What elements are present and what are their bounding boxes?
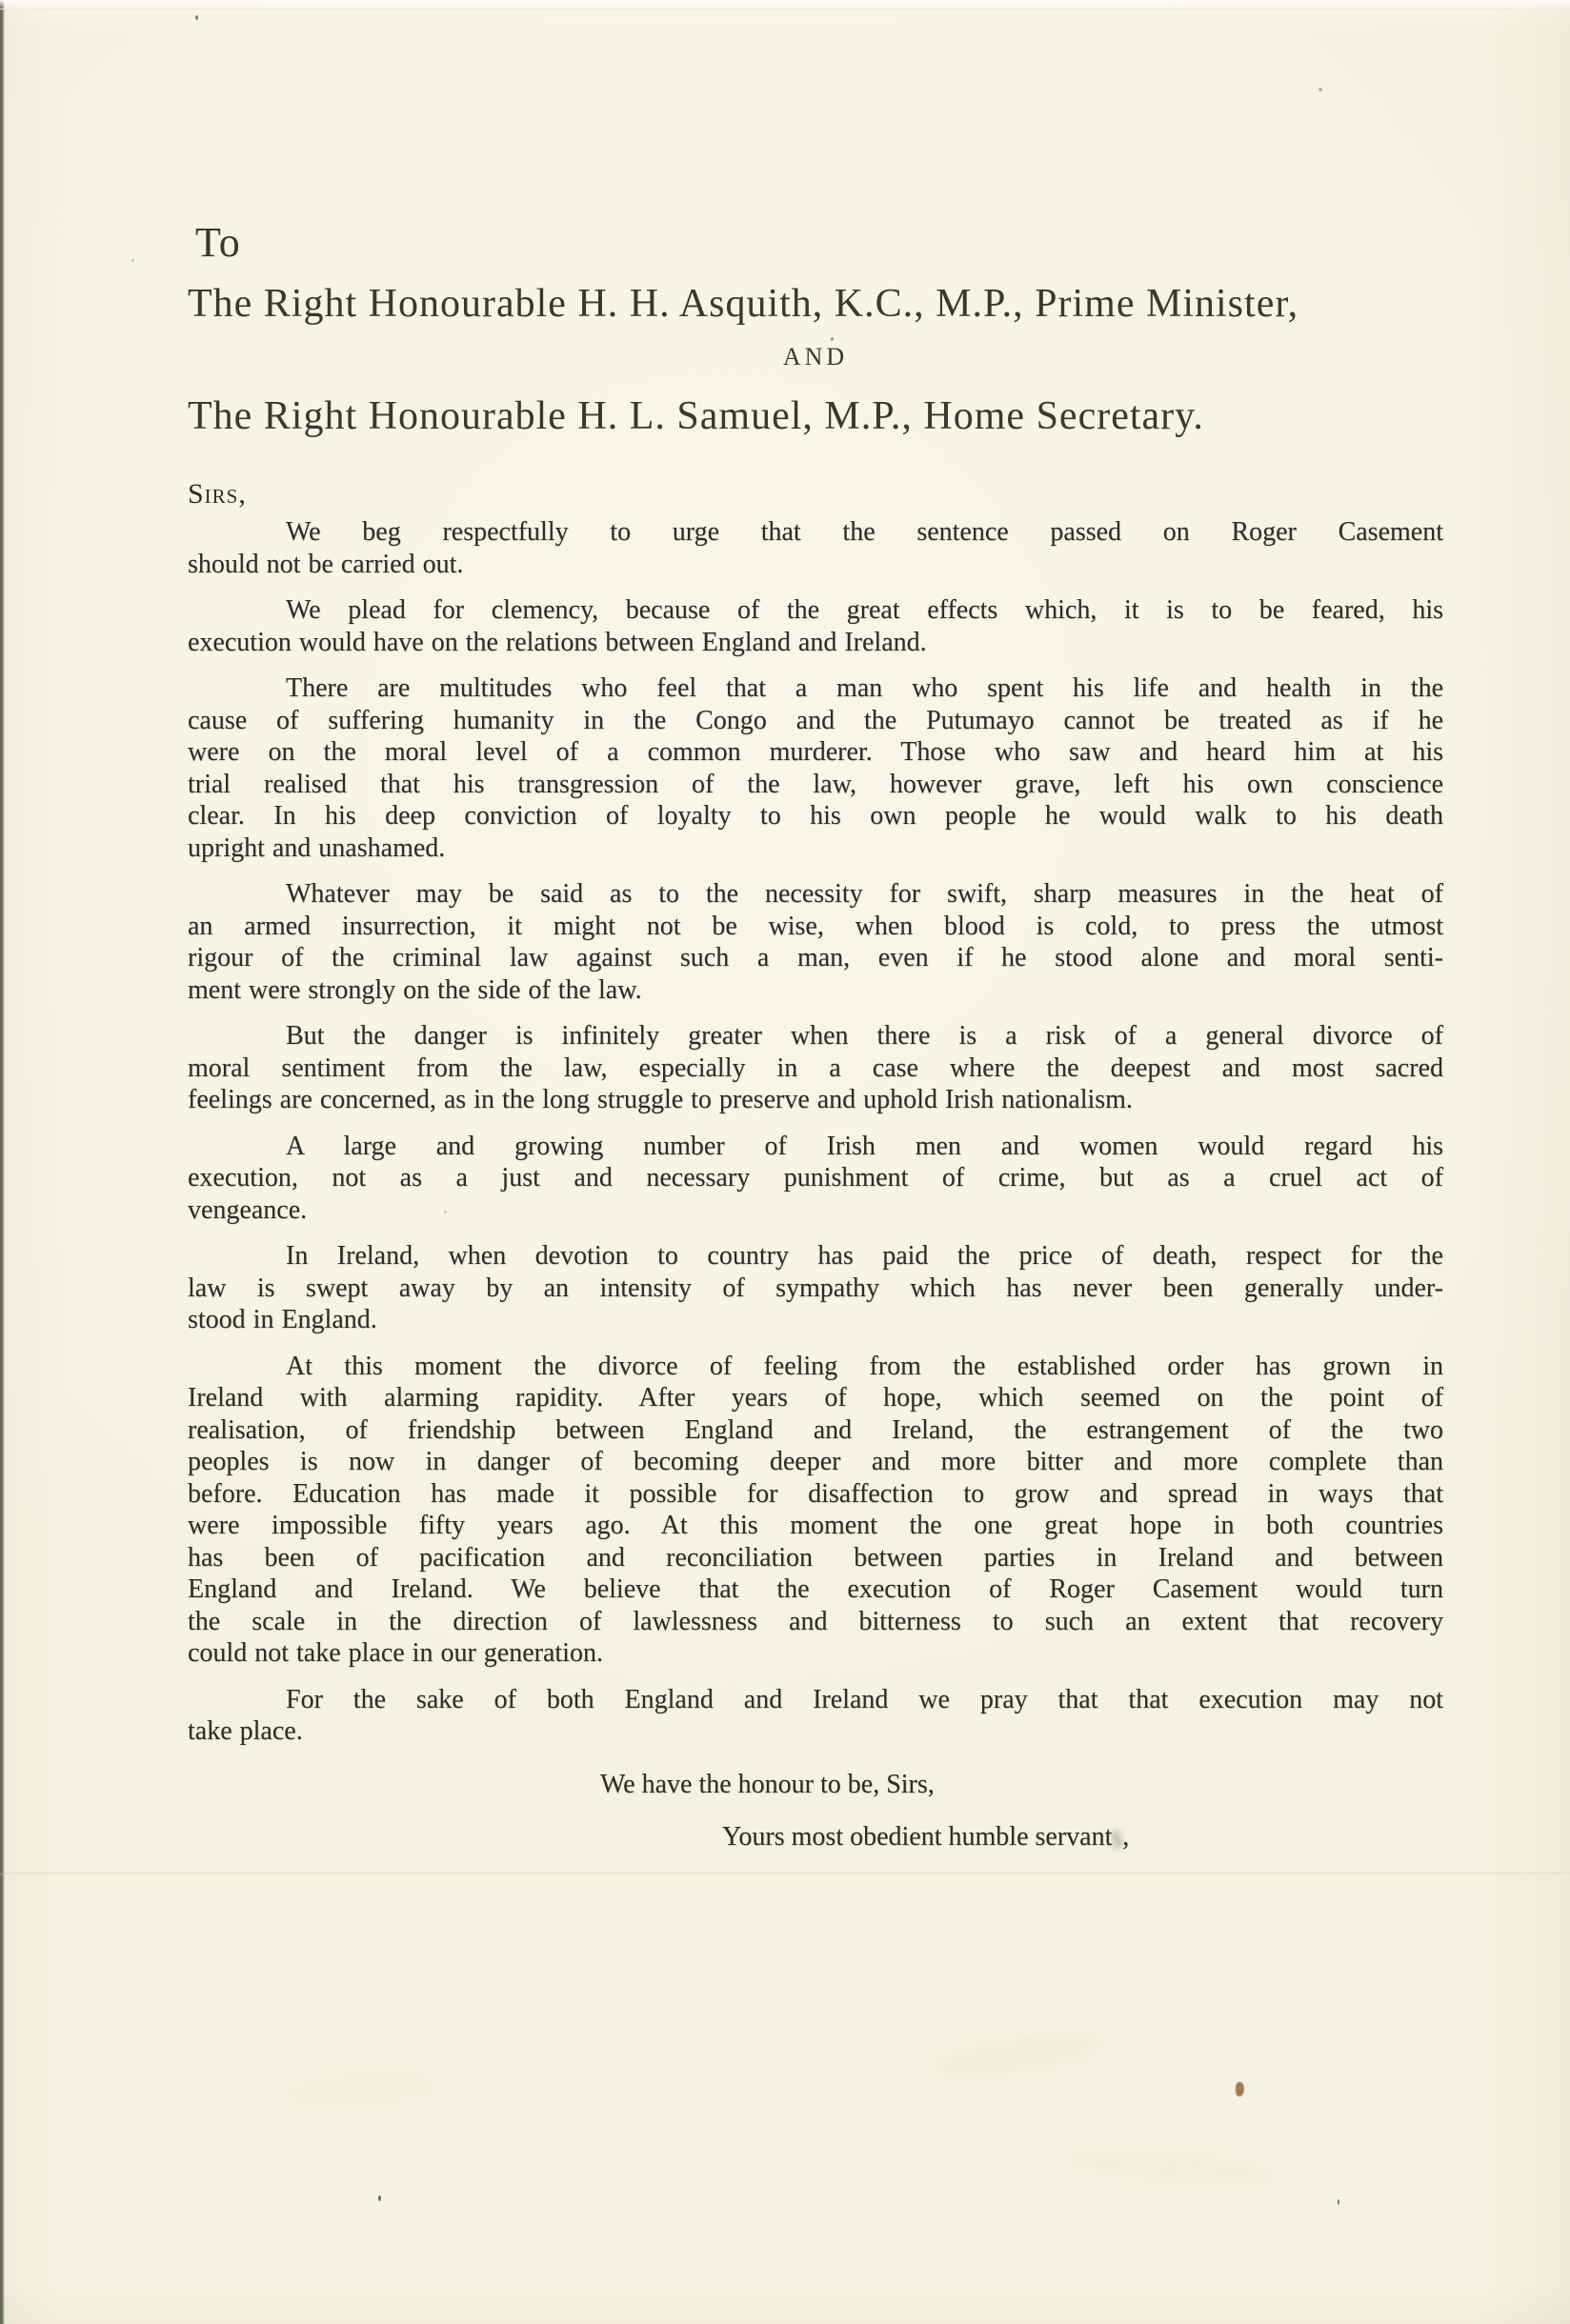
- paragraph-line: Ireland with alarming rapidity. After years of hope, which seemed on the point of: [188, 1383, 1443, 1412]
- greeting-sirs: Sirs,: [188, 478, 247, 510]
- paragraph-line: feelings are concerned, as in the long struggle to preserve and uphold Irish nationalism.: [188, 1085, 1133, 1114]
- letter-paragraph: [188, 516, 1443, 580]
- paragraph-line: take place.: [188, 1716, 303, 1746]
- letter-paragraph: [188, 672, 1443, 864]
- letter-paragraph: [188, 878, 1443, 1006]
- paragraph-line: could not take place in our generation.: [188, 1638, 603, 1668]
- smudged-letter-s: s: [1111, 1818, 1124, 1855]
- verso-ink-ghost: [932, 2027, 1106, 2085]
- paragraph-line: before. Education has made it possible for disaffection to grow and spread in ways that: [188, 1478, 1443, 1509]
- letter-paragraph: [188, 1020, 1443, 1116]
- paragraph-line: moral sentiment from the law, especially in a case where the deepest and most sacred: [188, 1052, 1443, 1083]
- letter-paragraph: [188, 1684, 1443, 1748]
- paragraph-line: But the danger is infinitely greater when there is a risk of a general divorce of: [286, 1021, 1443, 1051]
- paragraph-line: the scale in the direction of lawlessness and bitterness to such an extent that recovery: [188, 1606, 1443, 1636]
- paper-speck: [131, 259, 134, 262]
- letter-paragraph: [188, 594, 1443, 658]
- conjunction-and: AND: [782, 343, 849, 371]
- addressee-line-samuel: The Right Honourable H. L. Samuel, M.P., Home Secretary.: [188, 394, 1204, 438]
- closing-comma: ,: [1122, 1822, 1130, 1852]
- paper-crease: [0, 1873, 1570, 1875]
- paper-stain: [1236, 2082, 1244, 2096]
- paragraph-line: law is swept away by an intensity of sympathy which has never been generally under-: [188, 1272, 1443, 1303]
- paragraph-line: For the sake of both England and Ireland we pray that that execution may not: [286, 1684, 1443, 1714]
- paper-speck: [1338, 2199, 1339, 2205]
- scan-top-edge: [0, 0, 1570, 10]
- paragraph-line: peoples is now in danger of becoming deeper and more bitter and more complete than: [188, 1447, 1443, 1476]
- salutation-to: To: [195, 219, 241, 266]
- paragraph-line: vengeance.: [188, 1194, 308, 1225]
- paragraph-line: an armed insurrection, it might not be wise, when blood is cold, to press the utmost: [188, 911, 1443, 941]
- paragraph-line: were on the moral level of a common murderer. Those who saw and heard him at his: [188, 737, 1443, 767]
- paragraph-line: were impossible fifty years ago. At this moment the one great hope in both countries: [188, 1511, 1443, 1540]
- closing-servants-line: [722, 1818, 1443, 1855]
- paragraph-line: stood in England.: [188, 1305, 377, 1334]
- paragraph-line: There are multitudes who feel that a man who spent his life and health in the: [286, 673, 1443, 703]
- paragraph-line: realisation, of friendship between England and Ireland, the estrangement of the two: [188, 1414, 1443, 1445]
- paragraph-line: Whatever may be said as to the necessity for swift, sharp measures in the heat of: [286, 879, 1443, 909]
- verso-ink-ghost: [285, 2071, 439, 2108]
- letter-content: [188, 219, 1443, 1853]
- paragraph-line: execution would have on the relations between England and Ireland.: [188, 627, 927, 657]
- paragraph-line: A large and growing number of Irish men and women would regard his: [286, 1131, 1443, 1161]
- addressee-line-asquith: The Right Honourable H. H. Asquith, K.C., M.P., Prime Minister,: [188, 282, 1299, 326]
- paper-speck: [195, 15, 198, 20]
- paragraph-line: rigour of the criminal law against such a man, even if he stood alone and moral senti-: [188, 943, 1443, 972]
- paragraph-line: execution, not as a just and necessary punishment of crime, but as a cruel act of: [188, 1163, 1443, 1192]
- paragraph-line: cause of suffering humanity in the Congo and the Putumayo cannot be treated as if he: [188, 705, 1443, 735]
- paper-speck: [378, 2195, 381, 2201]
- letter-body: [188, 516, 1443, 1748]
- paragraph-line: ment were strongly on the side of the law.: [188, 974, 642, 1005]
- paragraph-line: At this moment the divorce of feeling from the established order has grown in: [286, 1351, 1443, 1381]
- paper-speck: [1318, 88, 1322, 91]
- scan-left-edge: [0, 0, 5, 2324]
- paragraph-line: clear. In his deep conviction of loyalty to his own people he would walk to his death: [188, 801, 1443, 831]
- paragraph-line: trial realised that his transgression of the law, however grave, left his own conscience: [188, 769, 1443, 799]
- paragraph-line: In Ireland, when devotion to country has paid the price of death, respect for the: [286, 1241, 1443, 1271]
- paragraph-line: upright and unashamed.: [188, 832, 446, 863]
- paragraph-line: should not be carried out.: [188, 549, 464, 579]
- paragraph-line: We plead for clemency, because of the great effects which, it is to be feared, his: [286, 595, 1443, 625]
- verso-ink-ghost: [1066, 2143, 1278, 2190]
- paragraph-line: We beg respectfully to urge that the sentence passed on Roger Casement: [286, 517, 1443, 547]
- letter-paragraph: [188, 1351, 1443, 1670]
- closing-servants-text: Yours most obedient humble servant: [722, 1822, 1113, 1852]
- paragraph-line: has been of pacification and reconciliation between parties in Ireland and between: [188, 1542, 1443, 1573]
- letter-paragraph: [188, 1240, 1443, 1336]
- letter-paragraph: [188, 1131, 1443, 1227]
- closing-honour-line: We have the honour to be, Sirs,: [600, 1769, 935, 1799]
- paragraph-line: England and Ireland. We believe that the execution of Roger Casement would turn: [188, 1574, 1443, 1604]
